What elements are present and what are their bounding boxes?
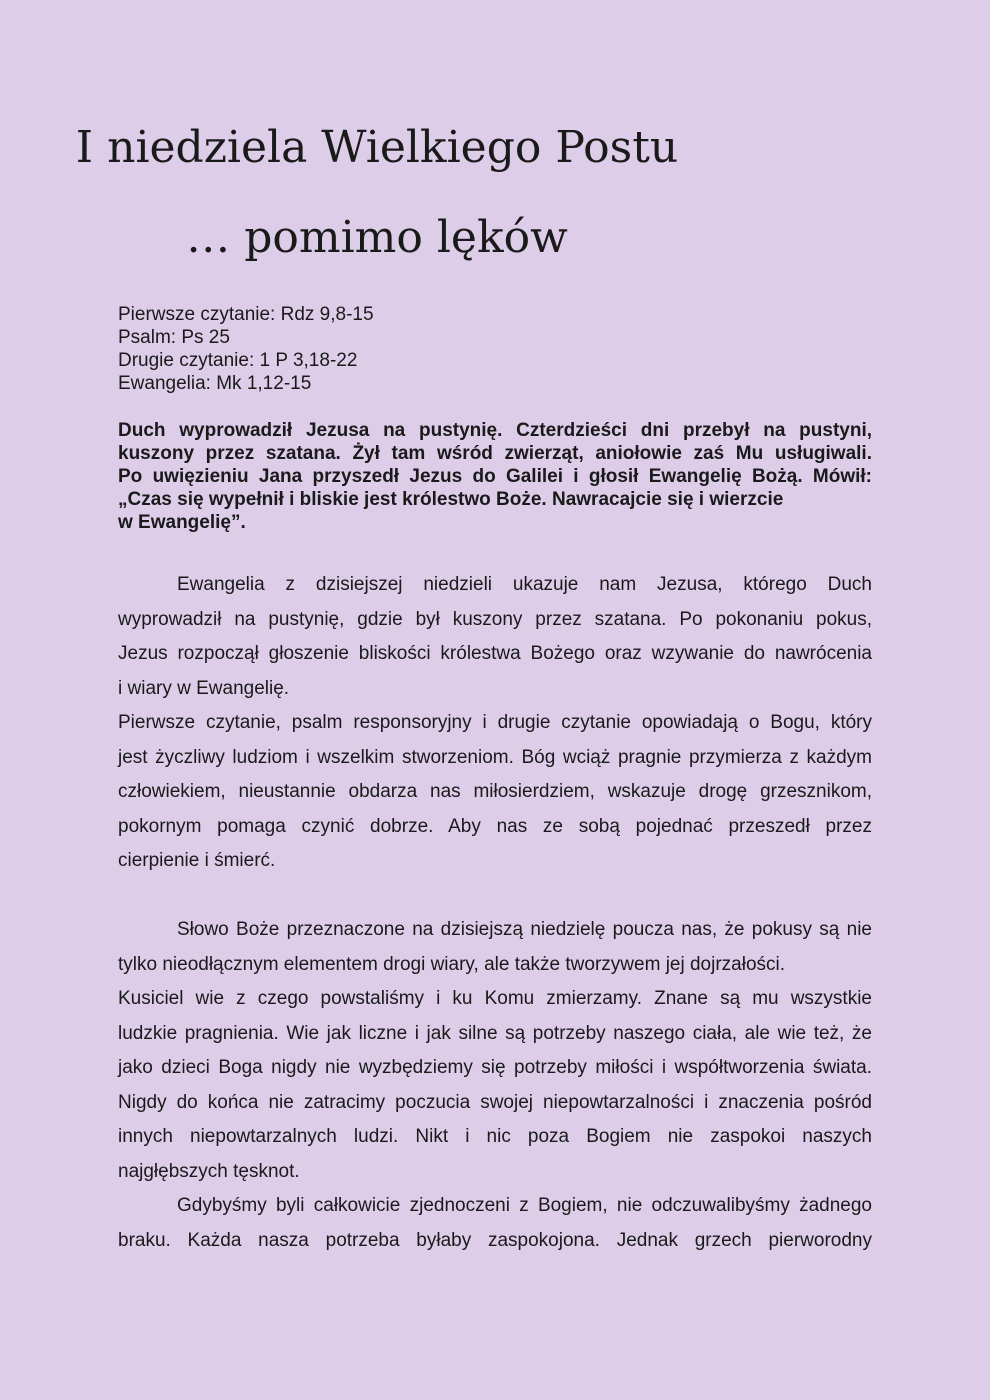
reading-psalm: Psalm: Ps 25: [118, 327, 230, 348]
paragraph-line: Ewangelia z dzisiejszej niedzieli ukazuje nam Jezusa, którego Duch: [177, 574, 872, 595]
gospel-quote-line: „Czas się wypełnił i bliskie jest królestwo Boże. Nawracajcie się i wierzcie: [118, 489, 784, 510]
paragraph-line: Nigdy do końca nie zatracimy poczucia swojej niepowtarzalności i znaczenia pośród: [118, 1091, 872, 1113]
paragraph-line: jest życzliwy ludziom i wszelkim stworzeniom. Bóg wciąż pragnie przymierza z każdym: [118, 746, 872, 768]
paragraph-line: człowiekiem, nieustannie obdarza nas miłosierdziem, wskazuje drogę grzesznikom,: [118, 781, 872, 802]
paragraph-line: innych niepowtarzalnych ludzi. Nikt i nic poza Bogiem nie zaspokoi naszych: [118, 1126, 872, 1147]
readings-list: [118, 303, 872, 395]
page-subtitle: … pomimo lęków: [186, 212, 568, 263]
page-title: I niedziela Wielkiego Postu: [75, 122, 679, 173]
reading-gospel: Ewangelia: Mk 1,12-15: [118, 373, 312, 394]
gospel-quote-line: Po uwięzieniu Jana przyszedł Jezus do Galilei i głosił Ewangelię Bożą. Mówił:: [118, 466, 872, 487]
paragraph-line: cierpienie i śmierć.: [118, 850, 276, 871]
gospel-quote-line: w Ewangelię”.: [118, 512, 246, 533]
paragraph-line: Pierwsze czytanie, psalm responsoryjny i drugie czytanie opowiadają o Bogu, który: [118, 712, 872, 733]
paragraph-block-1: [118, 568, 872, 879]
paragraph-line: i wiary w Ewangelię.: [118, 677, 290, 699]
paragraph-block-2: [118, 913, 872, 1258]
paragraph-line: wyprowadził na pustynię, gdzie był kuszony przez szatana. Po pokonaniu pokus,: [118, 608, 872, 630]
paragraph-line: braku. Każda nasza potrzeba byłaby zaspokojona. Jednak grzech pierworodny: [118, 1229, 872, 1251]
paragraph-line: tylko nieodłącznym elementem drogi wiary, ale także tworzywem jej dojrzałości.: [118, 953, 786, 975]
gospel-quote: [118, 419, 872, 534]
paragraph-line: Kusiciel wie z czego powstaliśmy i ku Komu zmierzamy. Znane są mu wszystkie: [118, 988, 872, 1009]
gospel-quote-line: Duch wyprowadził Jezusa na pustynię. Czterdzieści dni przebył na pustyni,: [118, 420, 872, 441]
paragraph-line: najgłębszych tęsknot.: [118, 1160, 300, 1182]
paragraph-line: Jezus rozpoczął głoszenie bliskości królestwa Bożego oraz wzywanie do nawrócenia: [118, 643, 872, 664]
paragraph-line: ludzkie pragnienia. Wie jak liczne i jak silne są potrzeby naszego ciała, ale wie też, że: [118, 1022, 872, 1044]
paragraph-line: jako dzieci Boga nigdy nie wyzbędziemy się potrzeby miłości i współtworzenia świata.: [118, 1057, 872, 1078]
reading-first: Pierwsze czytanie: Rdz 9,8-15: [118, 304, 374, 325]
gospel-quote-line: kuszony przez szatana. Żył tam wśród zwierząt, aniołowie zaś Mu usługiwali.: [118, 443, 872, 464]
paragraph-line: Słowo Boże przeznaczone na dzisiejszą niedzielę poucza nas, że pokusy są nie: [177, 919, 872, 940]
paragraph-line: pokornym pomaga czynić dobrze. Aby nas ze sobą pojednać przeszedł przez: [118, 815, 872, 837]
paragraph-line: Gdybyśmy byli całkowicie zjednoczeni z Bogiem, nie odczuwalibyśmy żadnego: [177, 1195, 872, 1216]
reading-second: Drugie czytanie: 1 P 3,18-22: [118, 350, 358, 371]
